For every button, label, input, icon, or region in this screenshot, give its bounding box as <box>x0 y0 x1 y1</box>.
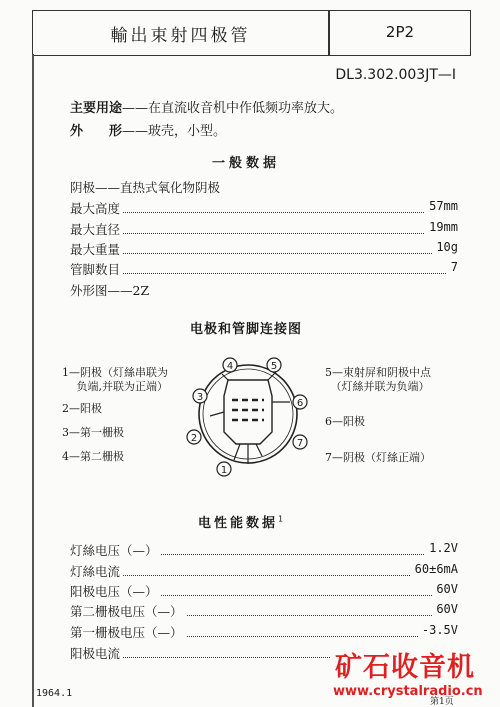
page-number: 第1页 <box>430 697 454 707</box>
pin-desc-2: 2—阳极 <box>62 402 102 415</box>
outline-line: 外形图——2Z <box>70 283 150 298</box>
row-label: 阳极电流 <box>70 644 123 662</box>
row-value: 1.2V <box>425 541 458 555</box>
doc-number: DL3.302.003JT—Ⅰ <box>335 67 456 83</box>
pin-desc-1b: 负端,并联为正端） <box>62 380 168 393</box>
electrode-outline <box>224 380 272 444</box>
row-value: 19mm <box>425 220 458 234</box>
pin-desc-6: 6—阳极 <box>325 415 365 428</box>
purpose-label: 主要用途 <box>70 101 123 116</box>
pin-number-1: 1 <box>220 465 228 476</box>
leader-dots <box>70 575 458 576</box>
appearance-text: ——玻壳，小型。 <box>122 124 227 139</box>
general-row <box>70 199 458 217</box>
general-row <box>70 220 458 238</box>
row-value: 60±6mA <box>411 562 458 576</box>
row-value: -3.5V <box>418 623 458 637</box>
watermark-logo-text: 矿石收音机 <box>335 652 475 683</box>
electrical-row <box>70 644 330 662</box>
electrical-row <box>70 582 458 600</box>
leader-dots <box>70 253 458 254</box>
margin-line <box>32 54 34 707</box>
electrical-row <box>70 602 458 620</box>
row-label: 最大直径 <box>70 220 123 238</box>
pin-desc-5a: 5—束射屏和阴极中点 <box>325 366 431 379</box>
pin-number-4: 4 <box>226 361 234 372</box>
row-label: 灯絲电压（—） <box>70 541 161 559</box>
pin-number-7: 7 <box>296 438 304 449</box>
electrical-row <box>70 623 458 641</box>
row-label: 最大重量 <box>70 240 123 258</box>
footer-date: 1964.1 <box>36 688 73 699</box>
pin-number-6: 6 <box>296 398 304 409</box>
pin-desc-7: 7—阴极（灯絲正端） <box>325 451 431 464</box>
row-label: 管脚数目 <box>70 260 123 278</box>
cathode-line: 阴极——直热式氧化物阴极 <box>70 180 221 195</box>
pin-connection-diagram <box>180 352 315 482</box>
row-label: 最大高度 <box>70 199 123 217</box>
purpose-line <box>70 97 343 116</box>
pin-desc-3: 3—第一栅极 <box>62 426 124 439</box>
watermark-url: www.crystalradio.cn <box>333 684 483 699</box>
row-label: 第二栅极电压（—） <box>70 602 186 620</box>
appearance-label: 外 形 <box>70 124 123 139</box>
general-row <box>70 240 458 258</box>
electrical-heading <box>198 512 283 531</box>
row-value: 60V <box>432 602 458 616</box>
general-data-heading: 一般数据 <box>212 156 281 171</box>
connection-heading: 电极和管脚连接图 <box>190 322 303 337</box>
general-row <box>70 260 458 278</box>
pin-desc-1a: 1—阴极（灯絲串联为 <box>62 366 168 379</box>
row-label: 灯絲电流 <box>70 562 123 580</box>
row-value: 10g <box>432 240 458 254</box>
pin-number-5: 5 <box>270 361 278 372</box>
row-value: 7 <box>447 260 458 274</box>
electrical-title: 电性能数据 <box>198 516 279 531</box>
electrical-row <box>70 541 458 559</box>
row-value: 60V <box>432 582 458 596</box>
pin-desc-4: 4—第二栅极 <box>62 450 124 463</box>
grid-lines <box>232 400 264 420</box>
pin-number-2: 2 <box>190 433 198 444</box>
purpose-text: ——在直流收音机中作低频功率放大。 <box>122 101 344 116</box>
electrical-note: 1 <box>278 514 284 524</box>
pin-number-3: 3 <box>196 392 204 403</box>
row-value: 57mm <box>425 199 458 213</box>
header-box <box>32 10 471 56</box>
row-label: 第一栅极电压（—） <box>70 623 186 641</box>
leader-dots <box>70 273 458 274</box>
pin-desc-5b: （灯絲并联为负端） <box>325 380 430 393</box>
leader-dots <box>70 212 458 213</box>
tube-code: 2P2 <box>385 23 415 41</box>
appearance-line <box>70 120 226 139</box>
row-label: 阳极电压（—） <box>70 582 161 600</box>
electrical-row <box>70 562 458 580</box>
header-title: 輸出束射四极管 <box>110 26 251 46</box>
leader-dots <box>70 233 458 234</box>
pin-leads <box>210 372 290 464</box>
